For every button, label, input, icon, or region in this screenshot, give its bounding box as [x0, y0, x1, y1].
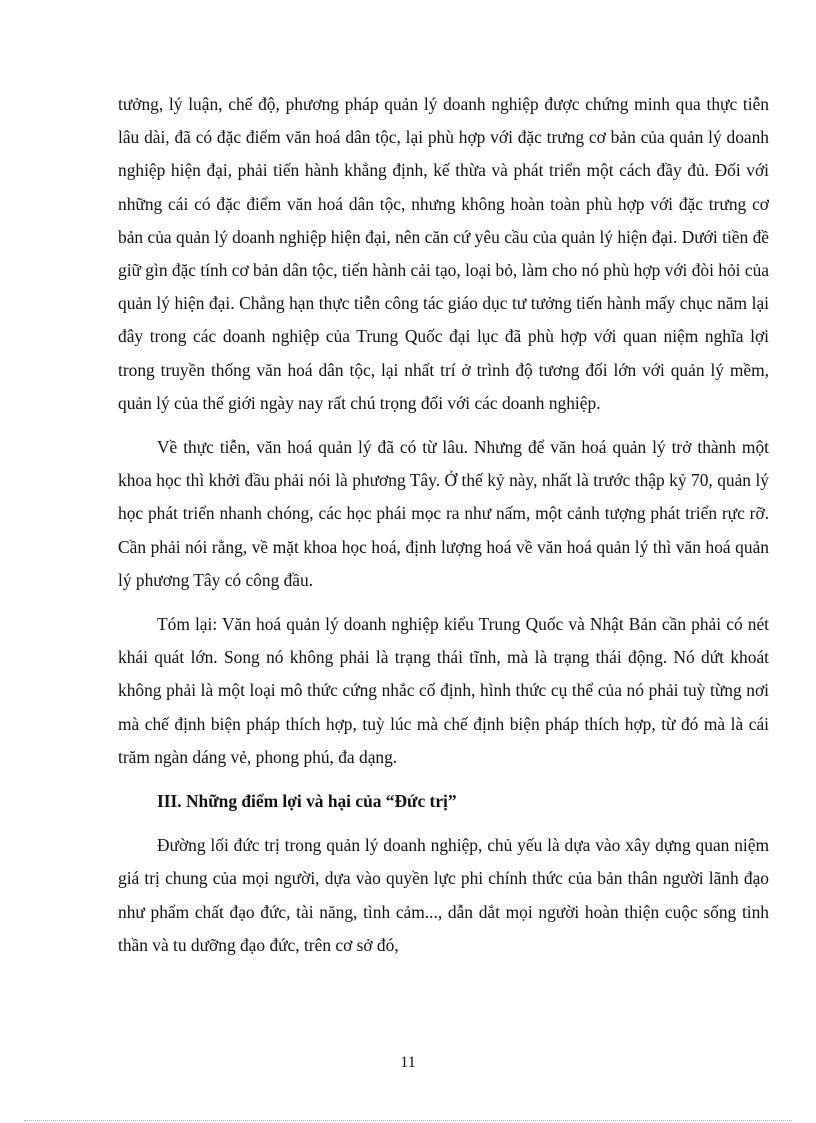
- body-paragraph-2: Về thực tiễn, văn hoá quản lý đã có từ lâu. Nhưng để văn hoá quản lý trở thành một khoa học thì khởi đầu phải nói là phương Tây. Ở thế kỷ này, nhất là trước thập kỷ 70, quản lý học phát triển nhanh chóng, các học phái mọc ra như nấm, một cảnh tượng phát triển rực rỡ. Cần phải nói rằng, về mặt khoa học hoá, định lượng hoá về văn hoá quản lý thì văn hoá quản lý phương Tây có công đầu.: [118, 437, 769, 590]
- body-paragraph-4: Đường lối đức trị trong quản lý doanh nghiệp, chủ yếu là dựa vào xây dựng quan niệm giá trị chung của mọi người, dựa vào quyền lực phi chính thức của bản thân người lãnh đạo như phẩm chất đạo đức, tài năng, tình cảm..., dẫn dắt mọi người hoàn thiện cuộc sống tinh thần và tu dưỡng đạo đức, trên cơ sở đó,: [118, 835, 769, 955]
- footer-divider: [24, 1120, 792, 1121]
- body-paragraph-3: Tóm lại: Văn hoá quản lý doanh nghiệp kiểu Trung Quốc và Nhật Bản cần phải có nét khái quát lớn. Song nó không phải là trạng thái tĩnh, mà là trạng thái động. Nó dứt khoát không phải là một loại mô thức cứng nhắc cố định, hình thức cụ thể của nó phải tuỳ từng nơi mà chế định biện pháp thích hợp, tuỳ lúc mà chế định biện pháp thích hợp, từ đó mà là cái trăm ngàn dáng vẻ, phong phú, đa dạng.: [118, 614, 769, 767]
- section-heading: III. Những điểm lợi và hại của “Đức trị”: [157, 791, 457, 812]
- document-body: [118, 88, 769, 962]
- page-number: 11: [400, 1054, 416, 1071]
- body-paragraph-1: tưởng, lý luận, chế độ, phương pháp quản lý doanh nghiệp được chứng minh qua thực tiễn lâu dài, đã có đặc điểm văn hoá dân tộc, lại phù hợp với đặc trưng cơ bản của quản lý doanh nghiệp hiện đại, phải tiến hành khẳng định, kế thừa và phát triển một cách đầy đủ. Đối với những cái có đặc điểm văn hoá dân tộc, nhưng không hoàn toàn phù hợp với đặc trưng cơ bản của quản lý doanh nghiệp hiện đại, nên căn cứ yêu cầu của quản lý hiện đại. Dưới tiền đề giữ gìn đặc tính cơ bản dân tộc, tiến hành cải tạo, loại bỏ, làm cho nó phù hợp với đòi hỏi của quản lý hiện đại. Chẳng hạn thực tiễn công tác giáo dục tư tưởng tiến hành mấy chục năm lại đây trong các doanh nghiệp của Trung Quốc đại lục đã phù hợp với quan niệm nghĩa lợi trong truyền thống văn hoá dân tộc, lại nhất trí ở trình độ tương đối lớn với quản lý mềm, quản lý của thế giới ngày nay rất chú trọng đối với các doanh nghiệp.: [118, 94, 769, 413]
